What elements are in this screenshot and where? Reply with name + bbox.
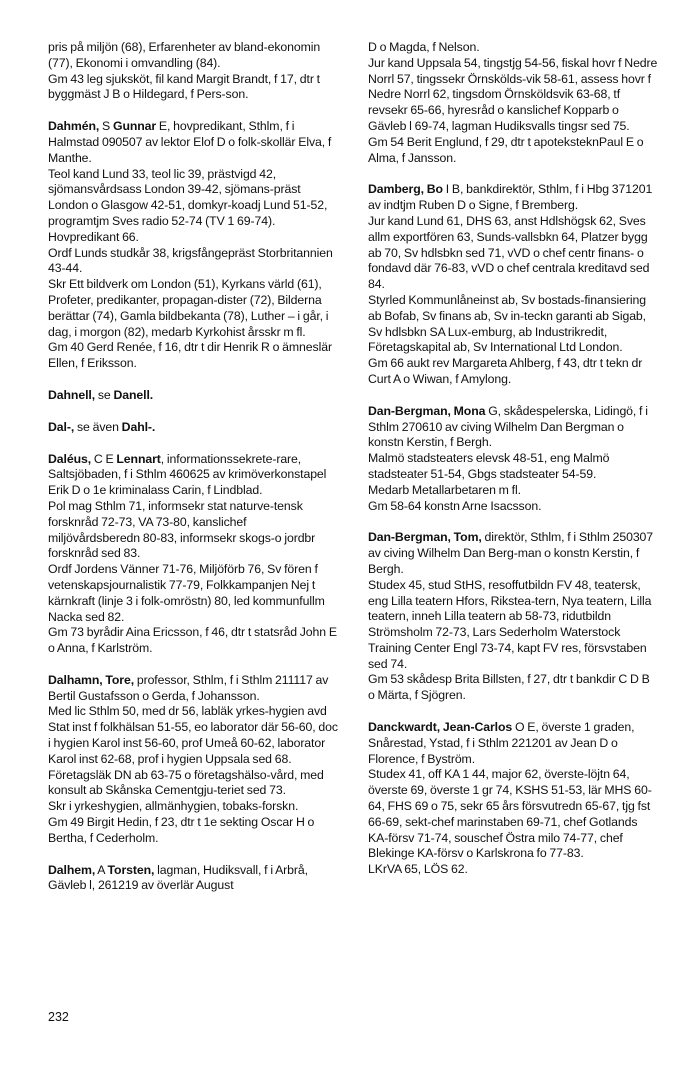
entry-intro: E, hovpredikant, Sthlm, f i Halmstad 090507 av lektor Elof D o folk-skollär Elva, f Manthe. — [48, 119, 332, 165]
entry-text: Studex 41, off KA 1 44, major 62, överste-löjtn 64, överste 69, överste 1 gr 74, KSHS 51-53, lär MHS 60-64, FHS 69 o 75, sekr 65 års försvutredn 65-67, tjg fst 66-69, sekt-chef marinstaben 69-71, chef Gotlands KA-försv 71-74, souschef Östra milo 74-77, chef Blekinge KA-försv o Karlskrona fo 77-83. — [368, 767, 652, 861]
ref-word: se även — [74, 419, 122, 434]
entry-text: Teol kand Lund 33, teol lic 39, prästvigd 42, sjömansvårdsass London 39-42, sjömans-präst London o Glasgow 42-51, domkyr-koadj Lund 51-52, programtjm Sves radio 52-74 (TV 1 69-74). Hovpredikant 66. — [48, 166, 328, 244]
entry-intro: I B, bankdirektör, Sthlm, f i Hbg 371201 av indtjm Ruben D o Signe, f Bremberg. — [368, 182, 653, 213]
entry-daleus — [48, 452, 338, 657]
entry-intro: O E, överste 1 graden, Snårestad, Ystad, f i Sthlm 221201 av Jean D o Florence, f Byström. — [368, 720, 635, 766]
ref-to: Dahl-. — [121, 419, 156, 434]
cross-reference — [48, 388, 338, 404]
entry-text: Gm 43 leg sjuksköt, fil kand Margit Brandt, f 17, dtr t byggmäst J B o Hildegard, f Pers-son. — [48, 71, 320, 102]
cross-reference — [48, 420, 338, 436]
entry-given-name: Lennart — [116, 451, 161, 466]
entry-text: Skr i yrkeshygien, allmänhygien, tobaks-forskn. — [48, 799, 299, 814]
entry-intro: G, skådespelerska, Lidingö, f i Sthlm 270610 av civing Wilhelm Dan Bergman o konstn Kerstin, f Bergh. — [368, 403, 648, 450]
entry-intro: , informationssekrete-rare, Saltsjöbaden, f i Sthlm 460625 av krimöverkonstapel Erik D o 1e kriminalass Carin, f Lindblad. — [48, 451, 327, 498]
entry-text: Jur kand Lund 61, DHS 63, anst Hdlshögsk 62, Sves allm exportfören 63, Sunds-vallsbkn 64, Platzer bygg ab 70, Sv hdlsbkn sed 71, vVD o chef centr finans- o fondavd där 76-83, vVD o chef centrala kreditavd sed 84. — [368, 213, 650, 292]
entry-text: Pol mag Sthlm 71, informsekr stat naturve-tensk forsknråd 72-73, VA 73-80, kanslichef miljövårdsberedn 80-83, informsekr skogs-o jordbr forsknråd sed 83. — [48, 498, 316, 561]
entry-text: Gm 66 aukt rev Margareta Ahlberg, f 43, dtr t tekn dr Curt A o Wiwan, f Amylong. — [368, 356, 643, 386]
entry-intro: direktör, Sthlm, f i Sthlm 250307 av civing Wilhelm Dan Berg-man o konstn Kerstin, f Bergh. — [368, 530, 654, 576]
entry-continuation — [48, 40, 338, 103]
page-number: 232 — [48, 1010, 69, 1024]
entry-text: Gm 73 byrådir Aina Ericsson, f 46, dtr t statsråd John E o Anna, f Karlström. — [48, 625, 337, 656]
entry-head — [48, 452, 338, 499]
entry-head — [368, 720, 658, 767]
ref-to: Danell. — [113, 387, 154, 402]
left-column — [48, 40, 338, 910]
entry-text: Med lic Sthlm 50, med dr 56, labläk yrkes-hygien avd Stat inst f folkhälsan 51-55, eo laborator där 56-60, doc i hygien Karol inst 56-60, prof Umeå 60-62, laborator Karol inst 62-68, prof i hygien Uppsala sed 68. Företagsläk DN ab 63-75 o företagshälso-vård, med konsult ab Skånska Cementgju-teriet sed 73. — [48, 704, 338, 798]
entry-dan-bergman-mona — [368, 404, 658, 515]
entry-surname: Dalhamn, Tore, — [48, 672, 135, 687]
entry-head — [368, 530, 658, 577]
entry-text: Medarb Metallarbetaren m fl. — [368, 482, 521, 497]
entry-text: Gm 58-64 konstn Arne Isacsson. — [368, 498, 542, 513]
entry-danckwardt — [368, 720, 658, 878]
right-column — [368, 40, 658, 894]
entry-dahnell — [48, 388, 338, 404]
ref-from: Dahnell, — [48, 387, 96, 402]
entry-text: D o Magda, f Nelson. — [368, 40, 480, 54]
entry-head — [48, 863, 338, 895]
entry-text: Ordf Lunds studkår 38, krigsfångepräst Storbritannien 43-44. — [48, 245, 333, 276]
ref-word: se — [95, 387, 114, 402]
entry-text: LKrVA 65, LÖS 62. — [368, 862, 468, 877]
entry-dan-bergman-tom — [368, 530, 658, 704]
ref-from: Dal-, — [48, 419, 75, 434]
entry-given-name: Gunnar — [112, 119, 157, 134]
entry-head — [368, 404, 658, 451]
entry-intro: lagman, Hudiksvall, f i Arbrå, Gävleb l, 261219 av överlär August — [48, 862, 308, 893]
entry-text: Malmö stadsteaters elevsk 48-51, eng Malmö stadsteater 51-54, Gbgs stadsteater 54-59. — [368, 451, 610, 481]
entry-surname: Dan-Bergman, Tom, — [368, 530, 482, 545]
entry-text: Skr Ett bildverk om London (51), Kyrkans värld (61), Profeter, predikanter, propagan-dister (72), Bilderna berättar (74), Gamla bildbekanta (78), Luther – i går, i dag, i morgon (82), medarb Kyrkohist årsskr m fl. — [48, 277, 329, 339]
entry-text: Gm 54 Berit Englund, f 29, dtr t apoteksteknPaul E o Alma, f Jansson. — [368, 134, 644, 165]
entry-head — [368, 182, 658, 214]
entry-surname: Daléus, — [48, 451, 92, 466]
entry-text: pris på miljön (68), Erfarenheter av bland-ekonomin (77), Ekonomi i omvandling (84). — [48, 40, 321, 70]
entry-dalhem — [48, 863, 338, 895]
entry-initials: S — [99, 119, 113, 134]
entry-surname: Damberg, Bo — [368, 182, 443, 197]
entry-surname: Dalhem, — [48, 862, 96, 877]
entry-continuation — [368, 40, 658, 166]
entry-surname: Danckwardt, Jean-Carlos — [368, 720, 513, 735]
entry-initials: C E — [91, 451, 117, 466]
entry-dahmen — [48, 119, 338, 372]
entry-text: Gm 49 Birgit Hedin, f 23, dtr t 1e sekting Oscar H o Bertha, f Cederholm. — [48, 815, 315, 845]
entry-dal — [48, 420, 338, 436]
entry-surname: Dan-Bergman, Mona — [368, 403, 486, 418]
entry-text: Jur kand Uppsala 54, tingstjg 54-56, fiskal hovr f Nedre Norrl 57, tingssekr Örnskölds-vik 58-61, assess hovr f Nedre Norrl 62, tingsdom Örnsköldsvik 63-68, tf revsekr 65-66, hyresråd o kanslichef Kopparb o Gävleb l 69-74, lagman Hudiksvalls tingsr sed 75. — [368, 55, 658, 133]
entry-head — [48, 119, 338, 166]
entry-text: Gm 40 Gerd Renée, f 16, dtr t dir Henrik R o ämneslär Ellen, f Eriksson. — [48, 340, 332, 371]
entry-surname: Dahmén, — [48, 119, 100, 134]
entry-text: Gm 53 skådesp Brita Billsten, f 27, dtr t bankdir C D B o Märta, f Sjögren. — [368, 672, 650, 703]
entry-intro: professor, Sthlm, f i Sthlm 211117 av Bertil Gustafsson o Gerda, f Johansson. — [48, 672, 329, 703]
entry-head — [48, 673, 338, 705]
entry-given-name: Torsten, — [107, 862, 155, 877]
entry-dalhamn — [48, 673, 338, 847]
entry-damberg — [368, 182, 658, 387]
entry-text: Studex 45, stud StHS, resoffutbildn FV 48, teatersk, eng Lilla teatern Hfors, Rikstea-tern, Nya teatern, Lilla teatern, inneh Lilla teatern ab 58-73, ridutbildn Strömsholm 72-73, Lars Sederholm Waterstock Training Center Engl 73-74, kapt FV res, försvstaben sed 74. — [368, 577, 652, 671]
entry-initials: A — [95, 862, 108, 877]
entry-text: Styrled Kommunlåneinst ab, Sv bostads-finansiering ab Bofab, Sv finans ab, Sv in-teckn garanti ab Sigab, Sv hdlsbkn SA Lux-emburg, ab Industrikredit, Företagskapital ab, Sv International Ltd London. — [368, 292, 647, 355]
entry-text: Ordf Jordens Vänner 71-76, Miljöförb 76, Sv fören f vetenskapsjournalistik 77-79, Folkkampanjen Nej t kärnkraft (linje 3 i folk-omröstn) 80, led kommunfullm Nacka sed 82. — [48, 562, 325, 624]
